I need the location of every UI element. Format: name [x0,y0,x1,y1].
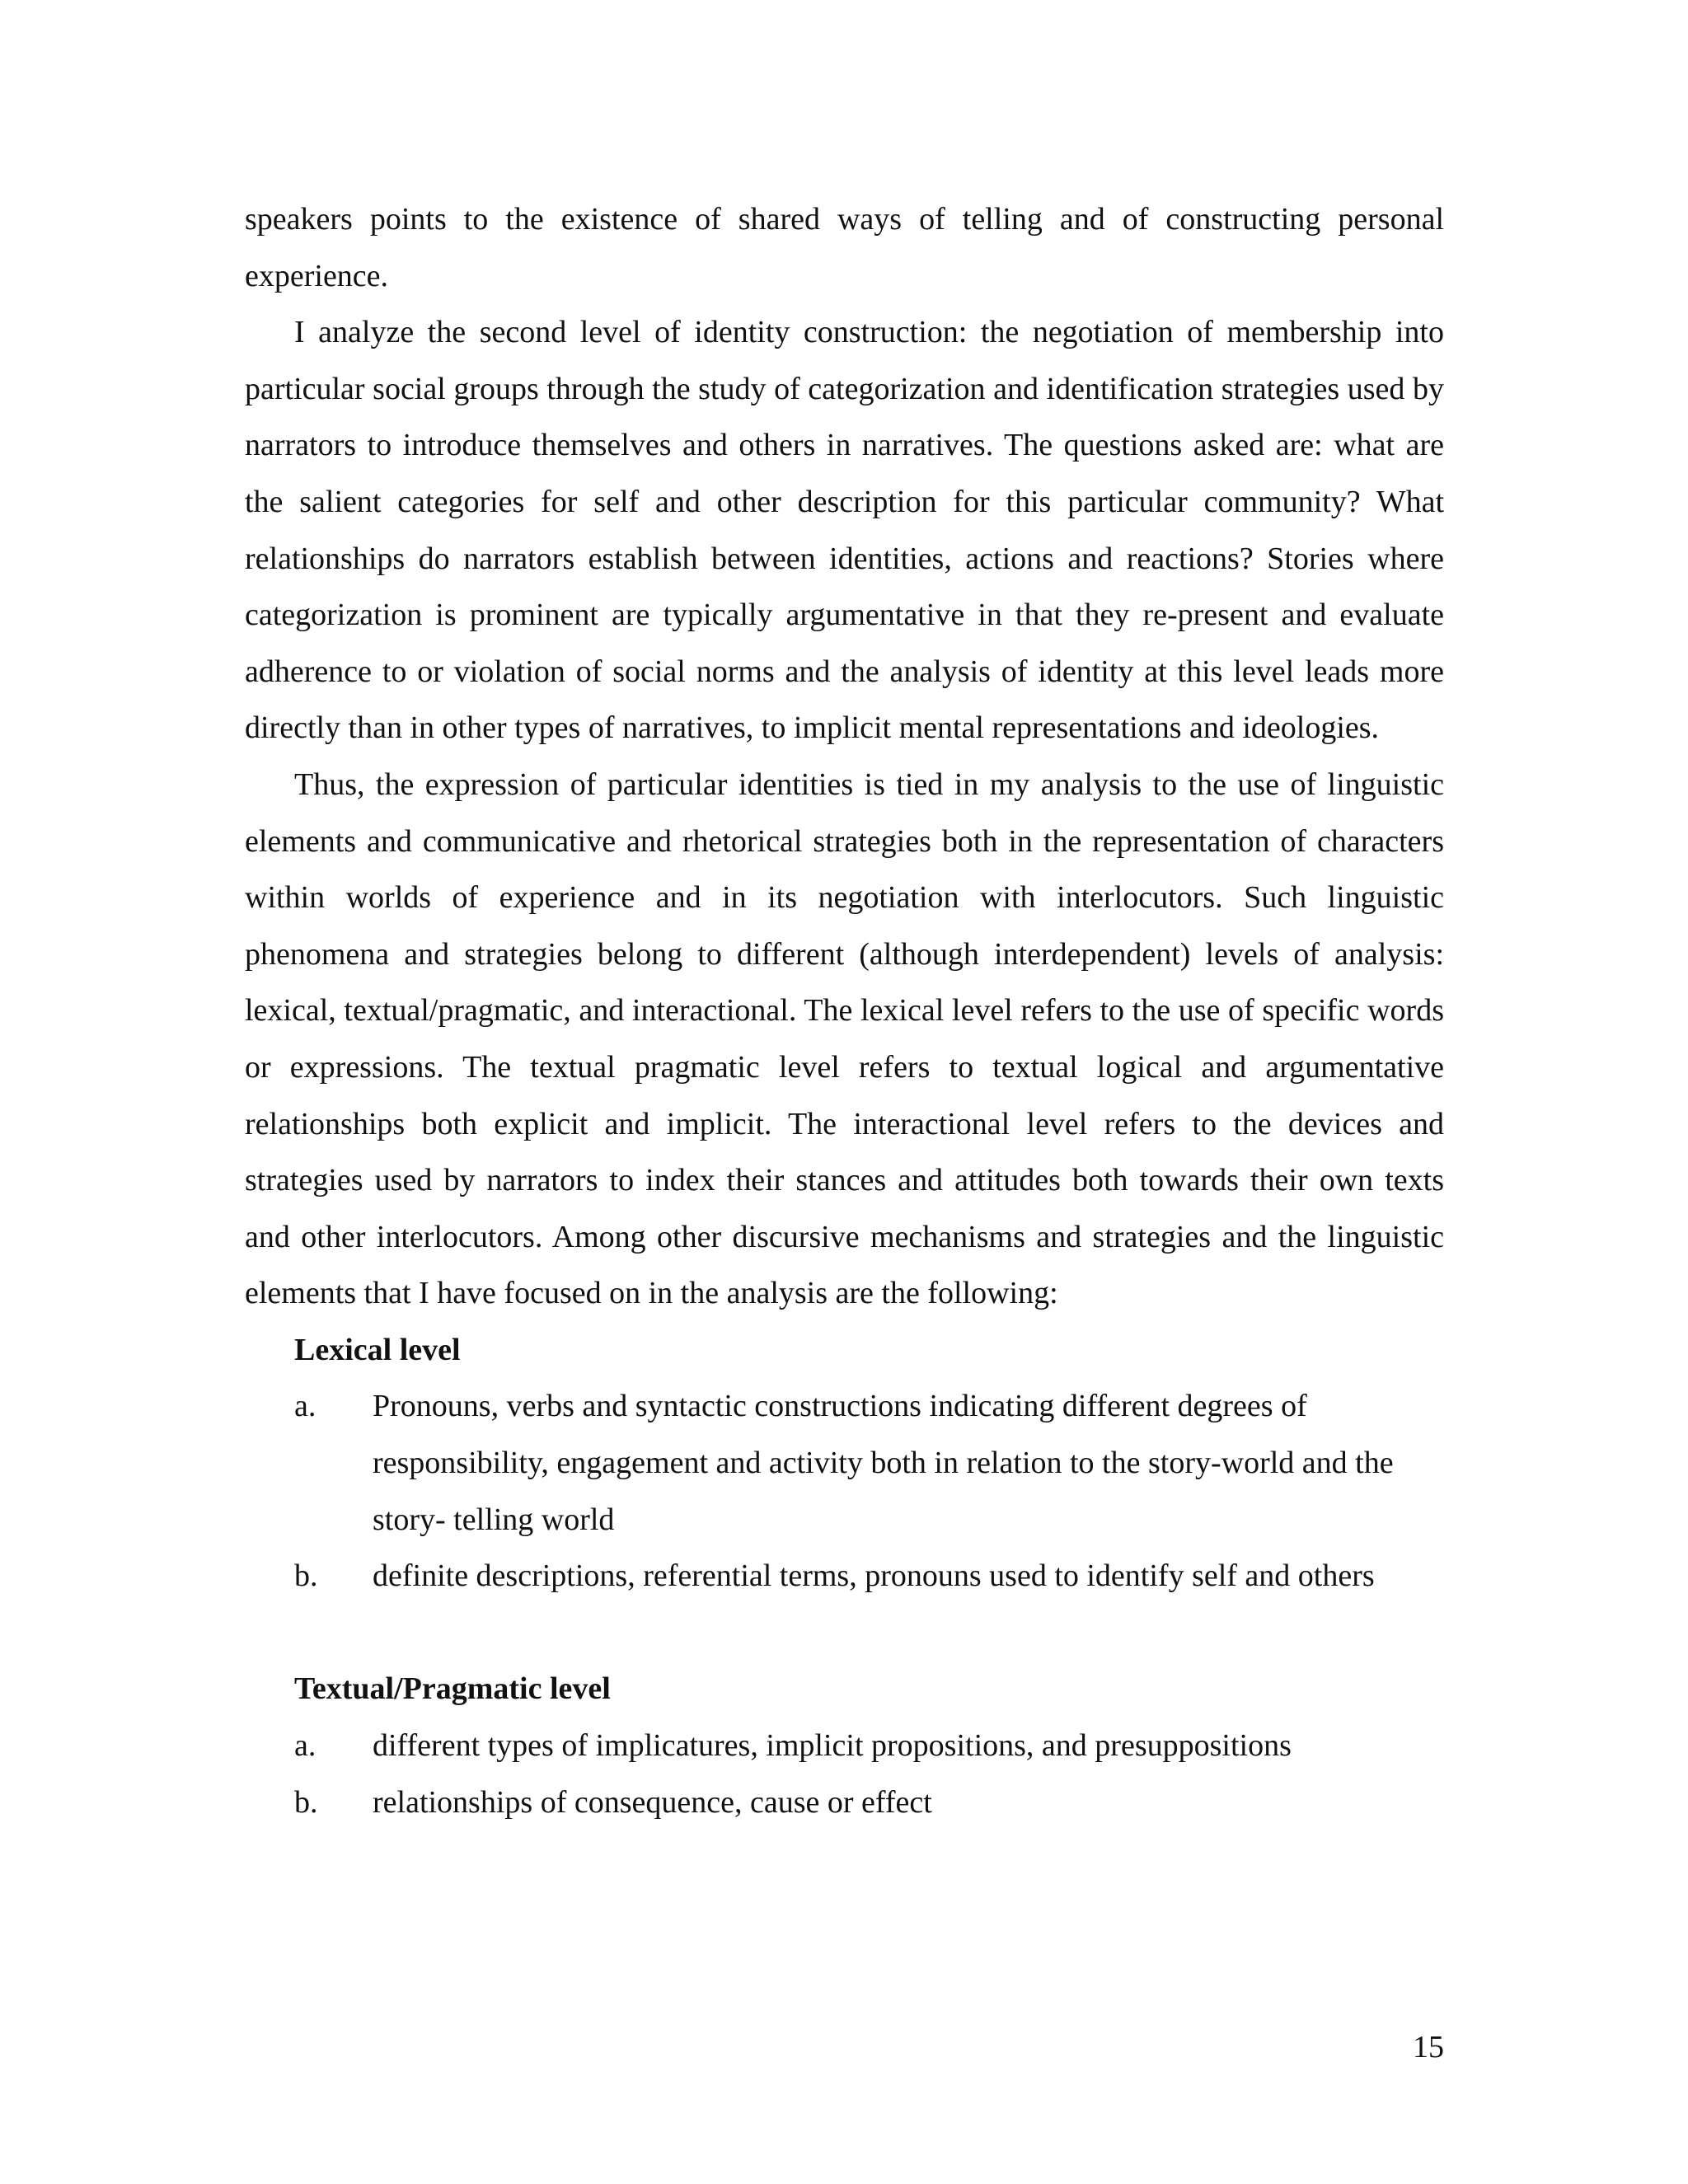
page-number: 15 [1413,2030,1444,2064]
body-text [245,191,1444,1830]
list-item [245,1548,1444,1605]
textual-pragmatic-level-heading: Textual/Pragmatic level [294,1671,611,1707]
list-marker: b. [294,1784,318,1820]
list-item-text: Pronouns, verbs and syntactic constructions indicating different degrees of responsibility, engagement and activity both in relation to the story-world and the story- telling world [373,1389,1394,1537]
list-item-text: relationships of consequence, cause or effect [373,1784,932,1820]
list-marker: a. [294,1728,316,1764]
list-item [245,1774,1444,1831]
list-marker: a. [294,1389,316,1424]
textual-pragmatic-level-list [245,1718,1444,1830]
list-item [245,1718,1444,1774]
list-item [245,1378,1444,1548]
section-spacer [245,1605,1444,1661]
list-item-text: definite descriptions, referential terms, pronouns used to identify self and others [373,1558,1375,1594]
list-marker: b. [294,1558,318,1594]
lexical-level-heading: Lexical level [294,1332,461,1367]
paragraph-continuation: speakers points to the existence of shared ways of telling and of constructing personal experience. [245,202,1444,293]
lexical-level-list [245,1378,1444,1604]
list-item-text: different types of implicatures, implicit propositions, and presuppositions [373,1728,1292,1764]
paragraph-linguistic-levels: Thus, the expression of particular identities is tied in my analysis to the use of linguistic elements and communicative and rhetorical strategies both in the representation of characters within worlds of experience and in its negotiation with interlocutors. Such linguistic phenomena and strategies belong to different (although interdependent) levels of analysis: lexical, textual/pragmatic, and interactional. The lexical level refers to the use of specific words or expressions. The textual pragmatic level refers to textual logical and argumentative relationships both explicit and implicit. The interactional level refers to the devices and strategies used by narrators to index their stances and attitudes both towards their own texts and other interlocutors. Among other discursive mechanisms and strategies and the linguistic elements that I have focused on in the analysis are the following: [245,766,1444,1311]
paragraph-identity-construction: I analyze the second level of identity construction: the negotiation of membership into particular social groups through the study of categorization and identification strategies used by narrators to introduce themselves and others in narratives. The questions asked are: what are the salient categories for self and other description for this particular community? What relationships do narrators establish between identities, actions and reactions? Stories where categorization is prominent are typically argumentative in that they re-present and evaluate adherence to or violation of social norms and the analysis of identity at this level leads more directly than in other types of narratives, to implicit mental representations and ideologies. [245,315,1444,746]
